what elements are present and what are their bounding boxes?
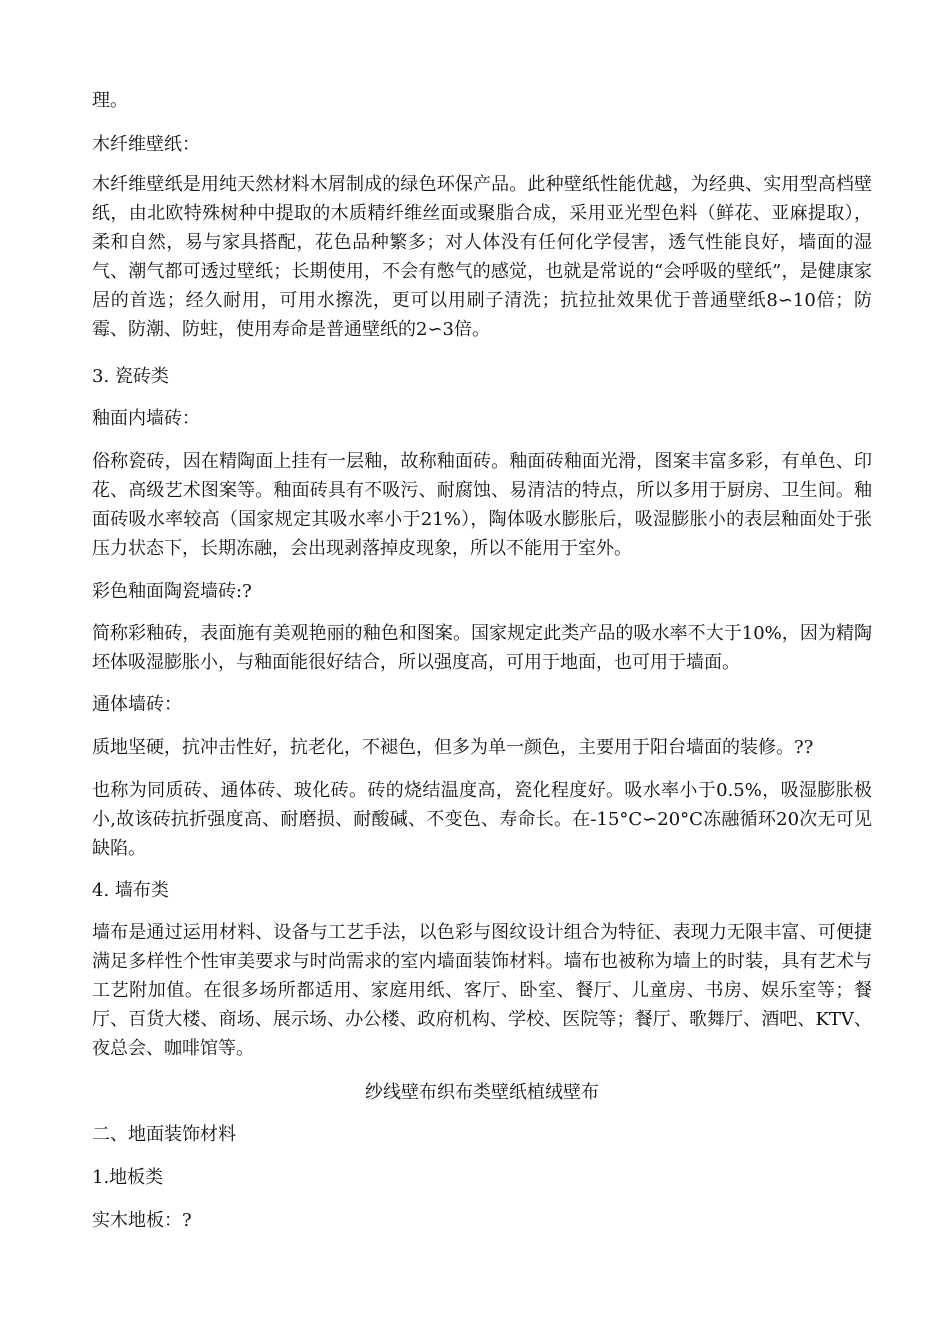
paragraph-homogeneous-tile: 也称为同质砖、通体砖、玻化砖。砖的烧结温度高，瓷化程度好。吸水率小于0.5%，吸湿膨胀极小,故该砖抗折强度高、耐磨损、耐酸碱、不变色、寿命长。在-15°C∽20°C冻融循环20次无可见缺陷。 — [92, 780, 872, 859]
heading-wood-fiber-wallpaper: 木纤维壁纸： — [92, 134, 200, 155]
paragraph-continuation: 理。 — [92, 90, 128, 111]
chapter-heading-floor-materials: 二、地面装饰材料 — [92, 1124, 236, 1145]
paragraph-glazed-wall-tile: 俗称瓷砖，因在精陶面上挂有一层釉，故称釉面砖。釉面砖釉面光滑，图案丰富多彩，有单色、印花、高级艺术图案等。釉面砖具有不吸污、耐腐蚀、易清洁的特点，所以多用于厨房、卫生间。釉面砖吸水率较高（国家规定其吸水率小于21%），陶体吸水膨胀后，吸湿膨胀小的表层釉面处于张压力状态下，长期冻融，会出现剥落掉皮现象，所以不能用于室外。 — [92, 451, 872, 559]
paragraph-color-glazed-tile: 简称彩釉砖，表面施有美观艳丽的釉色和图案。国家规定此类产品的吸水率不大于10%，因为精陶坯体吸湿膨胀小，与釉面能很好结合，所以强度高，可用于地面，也可用于墙面。 — [92, 623, 872, 673]
section-heading-tiles: 3. 瓷砖类 — [92, 366, 169, 387]
section-heading-wall-cloth: 4. 墙布类 — [92, 880, 169, 901]
heading-full-body-tile: 通体墙砖： — [92, 694, 182, 715]
centered-caption: 纱线壁布织布类壁纸植绒壁布 — [365, 1082, 599, 1103]
paragraph-full-body-tile: 质地坚硬，抗冲击性好，抗老化，不褪色，但多为单一颜色，主要用于阳台墙面的装修。?? — [92, 737, 814, 758]
heading-glazed-wall-tile: 釉面内墙砖： — [92, 408, 200, 429]
paragraph-wall-cloth: 墙布是通过运用材料、设备与工艺手法，以色彩与图纹设计组合为特征、表现力无限丰富、可便捷满足多样性个性审美要求与时尚需求的室内墙面装饰材料。墙布也被称为墙上的时装，具有艺术与工艺附加值。在很多场所都适用、家庭用纸、客厅、卧室、餐厅、儿童房、书房、娱乐室等；餐厅、百货大楼、商场、展示场、办公楼、政府机构、学校、医院等；餐厅、歌舞厅、酒吧、KTV、夜总会、咖啡馆等。 — [92, 922, 872, 1059]
paragraph-wood-fiber-wallpaper: 木纤维壁纸是用纯天然材料木屑制成的绿色环保产品。此种壁纸性能优越，为经典、实用型高档壁纸，由北欧特殊树种中提取的木质精纤维丝面或聚脂合成，采用亚光型色料（鲜花、亚麻提取），柔和自然，易与家具搭配，花色品种繁多；对人体没有任何化学侵害，透气性能良好，墙面的湿气、潮气都可透过壁纸；长期使用，不会有憋气的感觉，也就是常说的“会呼吸的壁纸”，是健康家居的首选；经久耐用，可用水擦洗，更可以用刷子清洗；抗拉扯效果优于普通壁纸8∽10倍；防霉、防潮、防蛀，使用寿命是普通壁纸的2∽3倍。 — [92, 174, 872, 340]
section-heading-flooring: 1.地板类 — [92, 1167, 164, 1188]
heading-solid-wood-floor: 实木地板：? — [92, 1210, 192, 1231]
heading-color-glazed-tile: 彩色釉面陶瓷墙砖:? — [92, 581, 252, 602]
